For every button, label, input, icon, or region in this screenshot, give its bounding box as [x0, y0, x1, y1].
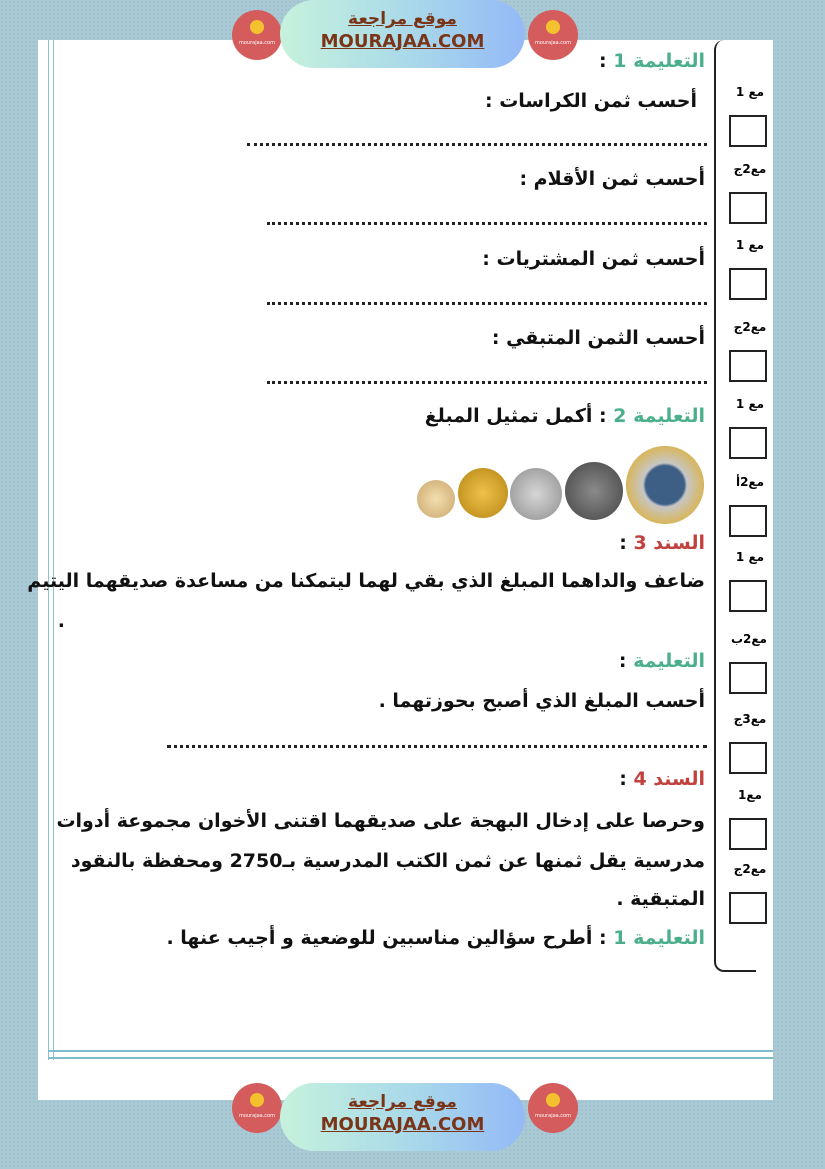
- coin-icon: [626, 446, 704, 524]
- criterion-label: مع 1: [735, 550, 765, 564]
- score-box[interactable]: [729, 115, 767, 147]
- site-banner-bottom[interactable]: [280, 1083, 525, 1151]
- site-banner-top[interactable]: [280, 0, 525, 68]
- score-box[interactable]: [729, 192, 767, 224]
- answer-line[interactable]: [247, 143, 707, 146]
- score-box[interactable]: [729, 427, 767, 459]
- score-box[interactable]: [729, 662, 767, 694]
- instruction-heading: التعليمة :: [618, 650, 705, 672]
- document-3-period: .: [57, 610, 65, 632]
- document-3-heading: السند 3 :: [619, 532, 705, 554]
- instruction-1-final: التعليمة 1 : أطرح سؤالين مناسبين للوضعية و أجيب عنها .: [166, 927, 705, 949]
- question-purchases: أحسب ثمن المشتريات :: [482, 248, 705, 270]
- score-box[interactable]: [729, 742, 767, 774]
- site-logo-right: [528, 10, 578, 60]
- site-logo-left-bottom: [232, 1083, 282, 1133]
- instruction-2: التعليمة 2 : أكمل تمثيل المبلغ: [424, 405, 705, 427]
- document-4-heading: السند 4 :: [619, 768, 705, 790]
- answer-line[interactable]: [167, 745, 707, 748]
- instruction-text: أحسب المبلغ الذي أصبح بحوزتهما .: [378, 690, 705, 712]
- bottom-border: [48, 1050, 773, 1059]
- score-box[interactable]: [729, 892, 767, 924]
- criterion-label: مع3ج: [733, 712, 767, 726]
- banner-site: MOURAJAA.COM: [320, 31, 485, 52]
- banner-arabic: موقع مراجعة: [348, 1092, 457, 1112]
- answer-line[interactable]: [267, 302, 707, 305]
- question-remaining: أحسب الثمن المتبقي :: [491, 327, 705, 349]
- site-logo-left: [232, 10, 282, 60]
- score-box[interactable]: [729, 505, 767, 537]
- document-4-line-3: المتبقية .: [616, 888, 705, 910]
- criterion-label: مع2أ: [735, 475, 765, 489]
- answer-line[interactable]: [267, 222, 707, 225]
- criterion-label: مع2ج: [733, 862, 767, 876]
- left-border: [48, 40, 54, 1060]
- score-box[interactable]: [729, 350, 767, 382]
- coin-icon: [510, 468, 562, 520]
- criterion-label: مع 1: [735, 238, 765, 252]
- instruction-1-heading: التعليمة 1 :: [599, 50, 705, 72]
- criterion-label: مع 1: [735, 85, 765, 99]
- score-box[interactable]: [729, 268, 767, 300]
- answer-line[interactable]: [267, 381, 707, 384]
- document-4-line-2: مدرسية يقل ثمنها عن ثمن الكتب المدرسية بـ2750 ومحفظة بالنقود: [70, 850, 705, 872]
- criterion-label: مع 1: [735, 397, 765, 411]
- criterion-label: مع2ج: [733, 320, 767, 334]
- score-box[interactable]: [729, 580, 767, 612]
- banner-arabic: موقع مراجعة: [348, 9, 457, 29]
- banner-site: MOURAJAA.COM: [320, 1114, 485, 1135]
- criterion-label: مع2ج: [733, 162, 767, 176]
- question-pens: أحسب ثمن الأقلام :: [519, 168, 705, 190]
- site-logo-right-bottom: [528, 1083, 578, 1133]
- coin-icon: [417, 480, 455, 518]
- score-box[interactable]: [729, 818, 767, 850]
- question-notebooks: أحسب ثمن الكراسات :: [484, 90, 697, 112]
- criterion-label: مع1: [738, 788, 762, 802]
- document-4-line-1: وحرصا على إدخال البهجة على صديقهما اقتنى الأخوان مجموعة أدوات: [56, 810, 705, 832]
- document-3-text: ضاعف والداهما المبلغ الذي بقي لهما ليتمكنا من مساعدة صديقهما اليتيم: [27, 570, 705, 592]
- criterion-label: مع2ب: [730, 632, 767, 646]
- coin-icon: [458, 468, 508, 518]
- coin-icon: [565, 462, 623, 520]
